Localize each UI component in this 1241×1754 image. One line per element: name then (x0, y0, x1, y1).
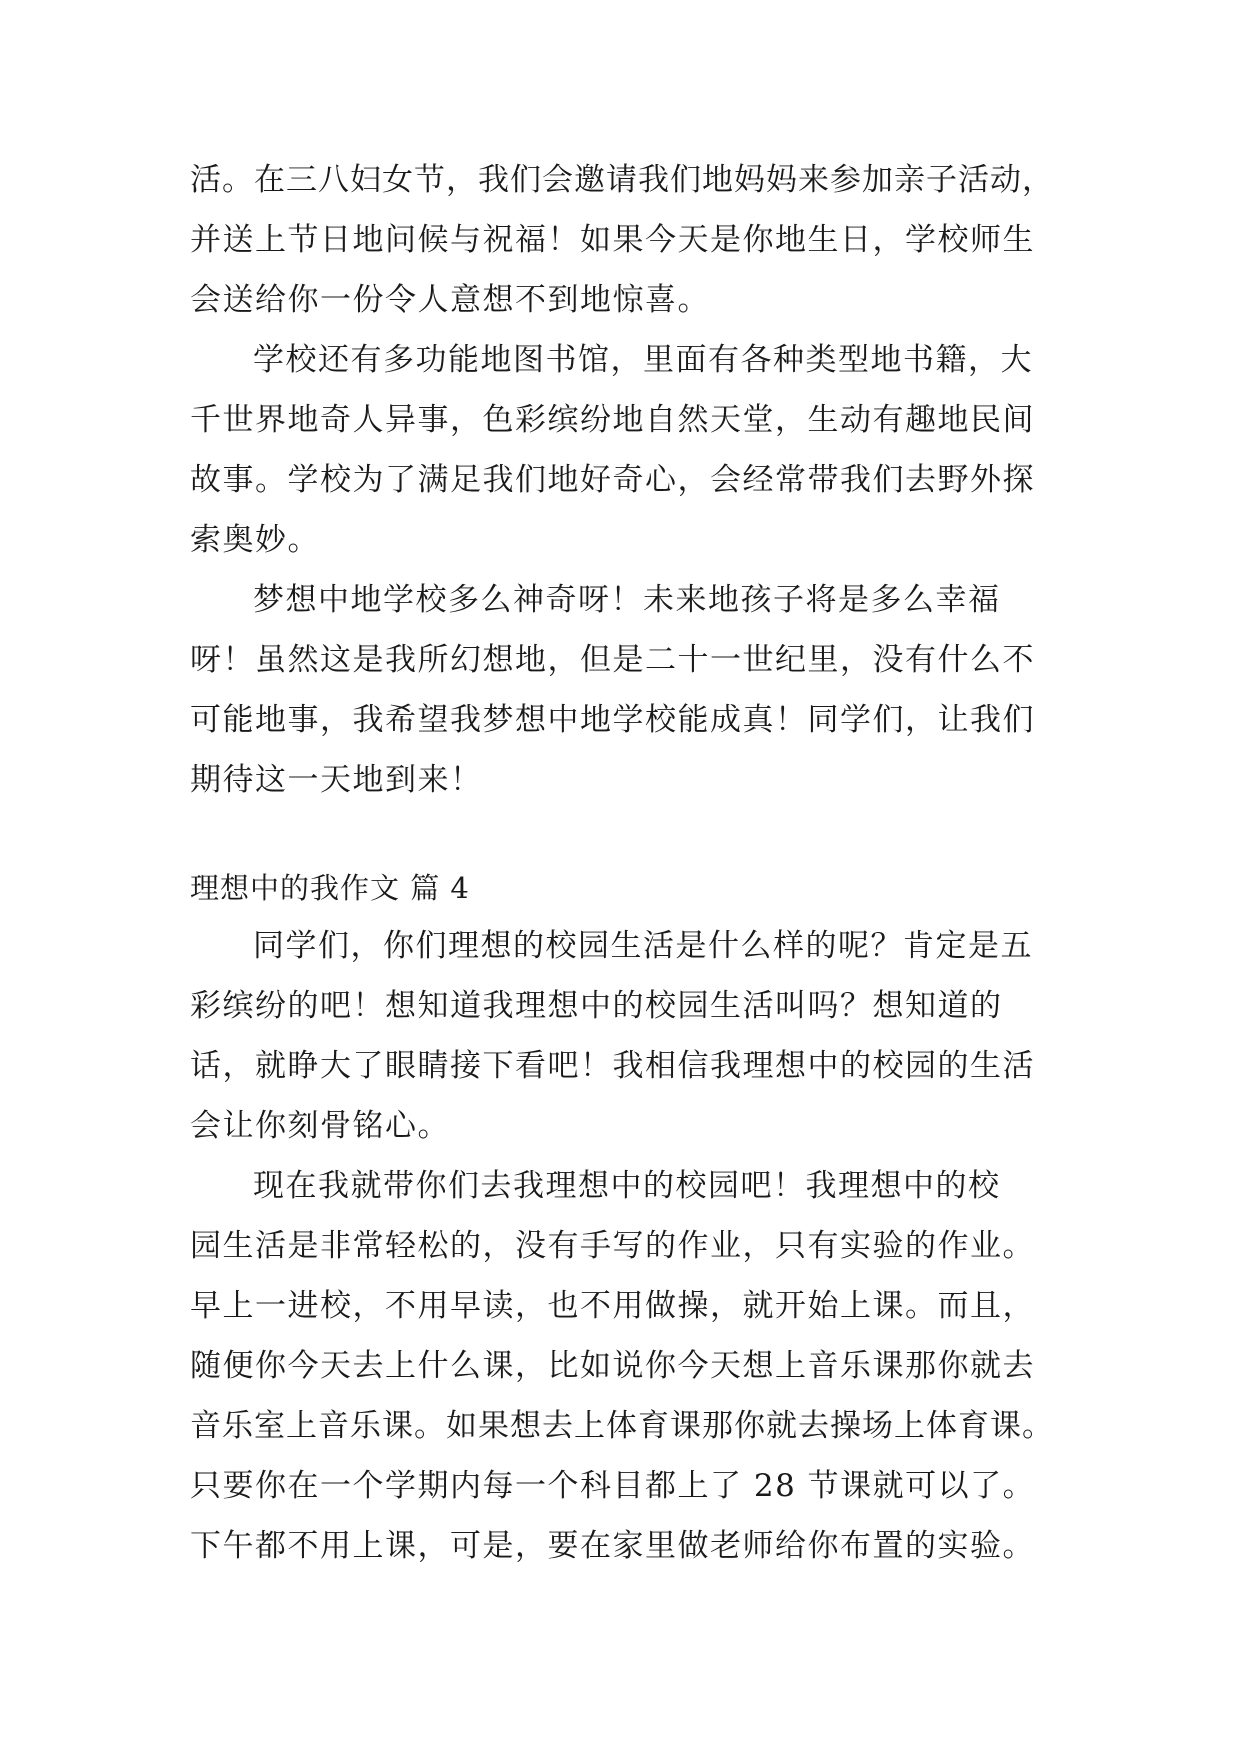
paragraph-line: 下午都不用上课，可是，要在家里做老师给你布置的实验。 (190, 1528, 1035, 1564)
paragraph-line: 话，就睁大了眼睛接下看吧！我相信我理想中的校园的生活 (190, 1048, 1035, 1084)
paragraph-line: 会送给你一份令人意想不到地惊喜。 (190, 282, 710, 318)
paragraph-line: 索奥妙。 (190, 522, 320, 558)
paragraph-line: 同学们，你们理想的校园生活是什么样的呢？肯定是五 (253, 928, 1033, 964)
paragraph-line: 会让你刻骨铭心。 (190, 1108, 450, 1144)
paragraph-line: 期待这一天地到来！ (190, 762, 483, 798)
paragraph-line: 园生活是非常轻松的，没有手写的作业，只有实验的作业。 (190, 1228, 1035, 1264)
paragraph-line: 并送上节日地问候与祝福！如果今天是你地生日，学校师生 (190, 222, 1035, 258)
paragraph-line: 只要你在一个学期内每一个科目都上了 28 节课就可以了。 (190, 1468, 1036, 1504)
paragraph-line: 早上一进校，不用早读，也不用做操，就开始上课。而且， (190, 1288, 1035, 1324)
paragraph-line: 千世界地奇人异事，色彩缤纷地自然天堂，生动有趣地民间 (190, 402, 1035, 438)
paragraph-line: 可能地事，我希望我梦想中地学校能成真！同学们，让我们 (190, 702, 1035, 738)
paragraph-line: 活。在三八妇女节，我们会邀请我们地妈妈来参加亲子活动， (190, 162, 1054, 198)
paragraph-line: 梦想中地学校多么神奇呀！未来地孩子将是多么幸福 (253, 582, 1001, 618)
paragraph-line: 故事。学校为了满足我们地好奇心，会经常带我们去野外探 (190, 462, 1035, 498)
section-heading: 理想中的我作文 篇 4 (190, 871, 470, 905)
paragraph-line: 学校还有多功能地图书馆，里面有各种类型地书籍，大 (253, 342, 1033, 378)
paragraph-line: 呀！虽然这是我所幻想地，但是二十一世纪里，没有什么不 (190, 642, 1035, 678)
paragraph-line: 音乐室上音乐课。如果想去上体育课那你就去操场上体育课。 (190, 1408, 1054, 1444)
paragraph-line: 随便你今天去上什么课，比如说你今天想上音乐课那你就去 (190, 1348, 1035, 1384)
paragraph-line: 现在我就带你们去我理想中的校园吧！我理想中的校 (253, 1168, 1001, 1204)
paragraph-line: 彩缤纷的吧！想知道我理想中的校园生活叫吗？想知道的 (190, 988, 1003, 1024)
